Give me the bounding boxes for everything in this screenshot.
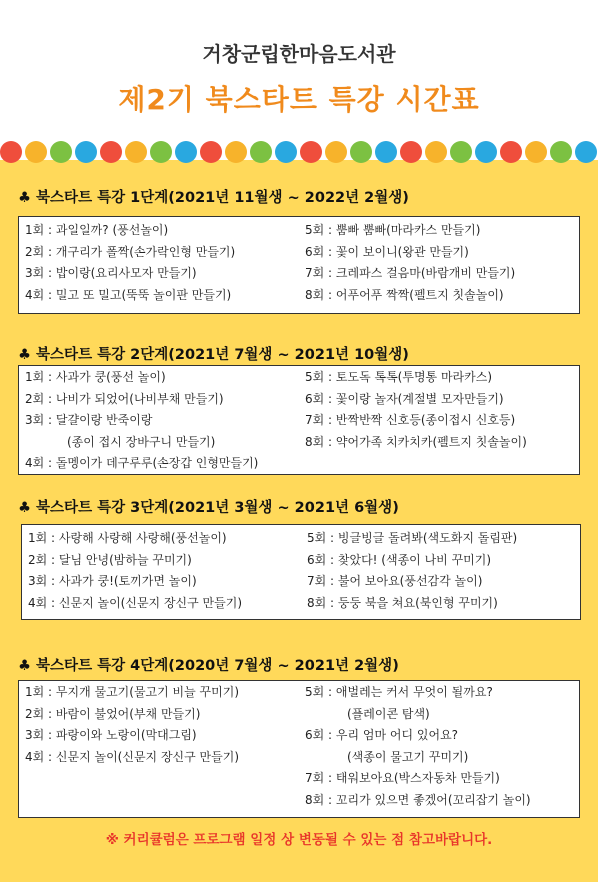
library-name: 거창군립한마음도서관 [202, 42, 396, 66]
footer-note: ※ 커리큘럼은 프로그램 일정 상 변동될 수 있는 점 참고바랍니다. [105, 832, 493, 848]
schedule-box [18, 365, 580, 475]
decorative-dot [100, 141, 122, 163]
list-item: 8회 : 약어가족 치카치카(펠트지 칫솔놀이) [305, 434, 527, 449]
list-item: 8회 : 꼬리가 있으면 좋겠어(꼬리잡기 놀이) [305, 792, 531, 807]
schedule-box [21, 524, 581, 620]
left-column [28, 528, 242, 614]
decorative-dot [150, 141, 172, 163]
list-item: 3회 : 파랑이와 노랑이(막대그림) [25, 728, 197, 742]
list-item: 3회 : 달걀이랑 반죽이랑 [25, 413, 153, 427]
decorative-dot [225, 141, 247, 163]
list-item: 8회 : 어푸어푸 짝짝(펠트지 칫솔놀이) [305, 287, 504, 302]
list-item: 1회 : 사랑해 사랑해 사랑해(풍선놀이) [28, 531, 227, 545]
left-column [25, 220, 235, 306]
decorative-dot [400, 141, 422, 163]
page-title: 제2기 북스타트 특강 시간표 [118, 83, 480, 116]
decorative-dot [525, 141, 547, 163]
decorative-dot [25, 141, 47, 163]
list-item: (색종이 물고기 꾸미기) [347, 749, 469, 764]
section-title: ♣ 북스타트 특강 4단계(2020년 7월생 ~ 2021년 2월생) [18, 658, 399, 674]
decorative-dot [50, 141, 72, 163]
decorative-dot [350, 141, 372, 163]
list-item: 7회 : 반짝반짝 신호등(종이접시 신호등) [305, 413, 516, 427]
dot-border-decoration [0, 141, 598, 163]
decorative-dot [250, 141, 272, 163]
list-item: 5회 : 빙글빙글 돌려봐(색도화지 돌림판) [307, 531, 518, 545]
header [0, 0, 598, 160]
list-item: 3회 : 밥이랑(요리사모자 만들기) [25, 266, 197, 280]
list-item: 5회 : 뿜빠 뿜빠(마라카스 만들기) [305, 223, 481, 237]
list-item: 2회 : 개구리가 폴짝(손가락인형 만들기) [25, 244, 236, 259]
right-column [305, 367, 527, 453]
list-item: 4회 : 돌멩이가 데구루루(손장갑 인형만들기) [25, 456, 259, 470]
list-item: (플레이콘 탐색) [347, 706, 430, 721]
right-column [307, 528, 517, 614]
decorative-dot [125, 141, 147, 163]
list-item: (종이 접시 장바구니 만들기) [67, 434, 216, 449]
list-item: 5회 : 토도독 톡톡(투명통 마라카스) [305, 370, 492, 384]
schedule-box [18, 680, 580, 818]
list-item: 5회 : 애벌레는 커서 무엇이 될까요? [305, 685, 493, 699]
decorative-dot [425, 141, 447, 163]
decorative-dot [175, 141, 197, 163]
decorative-dot [325, 141, 347, 163]
list-item: 2회 : 달님 안녕(밤하늘 꾸미기) [28, 552, 192, 567]
list-item: 2회 : 바람이 불었어(부채 만들기) [25, 706, 201, 721]
list-item: 3회 : 사과가 쿵!(토끼가면 놀이) [28, 574, 197, 588]
list-item: 7회 : 크레파스 걸음마(바람개비 만들기) [305, 266, 516, 280]
left-column [25, 367, 258, 475]
list-item: 4회 : 신문지 놀이(신문지 장신구 만들기) [28, 595, 242, 610]
list-item: 6회 : 꽃이랑 놀자(계절별 모자만들기) [305, 391, 504, 406]
decorative-dot [550, 141, 572, 163]
decorative-dot [375, 141, 397, 163]
decorative-dot [575, 141, 597, 163]
list-item: 6회 : 우리 엄마 어디 있어요? [305, 728, 459, 742]
list-item: 4회 : 신문지 놀이(신문지 장신구 만들기) [25, 749, 239, 764]
left-column [25, 682, 239, 768]
list-item: 1회 : 무지개 물고기(물고기 비늘 꾸미기) [25, 685, 239, 699]
section-title: ♣ 북스타트 특강 2단계(2021년 7월생 ~ 2021년 10월생) [18, 347, 409, 363]
schedule-box [18, 216, 580, 314]
decorative-dot [0, 141, 22, 163]
list-item: 7회 : 태워보아요(박스자동차 만들기) [305, 771, 500, 785]
decorative-dot [450, 141, 472, 163]
list-item: 7회 : 불어 보아요(풍선감각 놀이) [307, 574, 483, 588]
list-item: 2회 : 나비가 되었어(나비부채 만들기) [25, 391, 224, 406]
decorative-dot [200, 141, 222, 163]
list-item: 6회 : 찾았다! (색종이 나비 꾸미기) [307, 552, 492, 567]
list-item: 1회 : 과일일까? (풍선놀이) [25, 223, 169, 237]
section-title: ♣ 북스타트 특강 1단계(2021년 11월생 ~ 2022년 2월생) [18, 190, 409, 206]
right-column [305, 682, 531, 811]
list-item: 1회 : 사과가 쿵(풍선 놀이) [25, 370, 166, 384]
section-title: ♣ 북스타트 특강 3단계(2021년 3월생 ~ 2021년 6월생) [18, 500, 399, 516]
list-item: 8회 : 둥둥 북을 쳐요(북인형 꾸미기) [307, 595, 498, 610]
list-item: 4회 : 밀고 또 밀고(뚝뚝 놀이판 만들기) [25, 287, 232, 302]
decorative-dot [475, 141, 497, 163]
list-item: 6회 : 꽃이 보이니(왕관 만들기) [305, 244, 469, 259]
decorative-dot [275, 141, 297, 163]
decorative-dot [500, 141, 522, 163]
right-column [305, 220, 515, 306]
decorative-dot [75, 141, 97, 163]
decorative-dot [300, 141, 322, 163]
